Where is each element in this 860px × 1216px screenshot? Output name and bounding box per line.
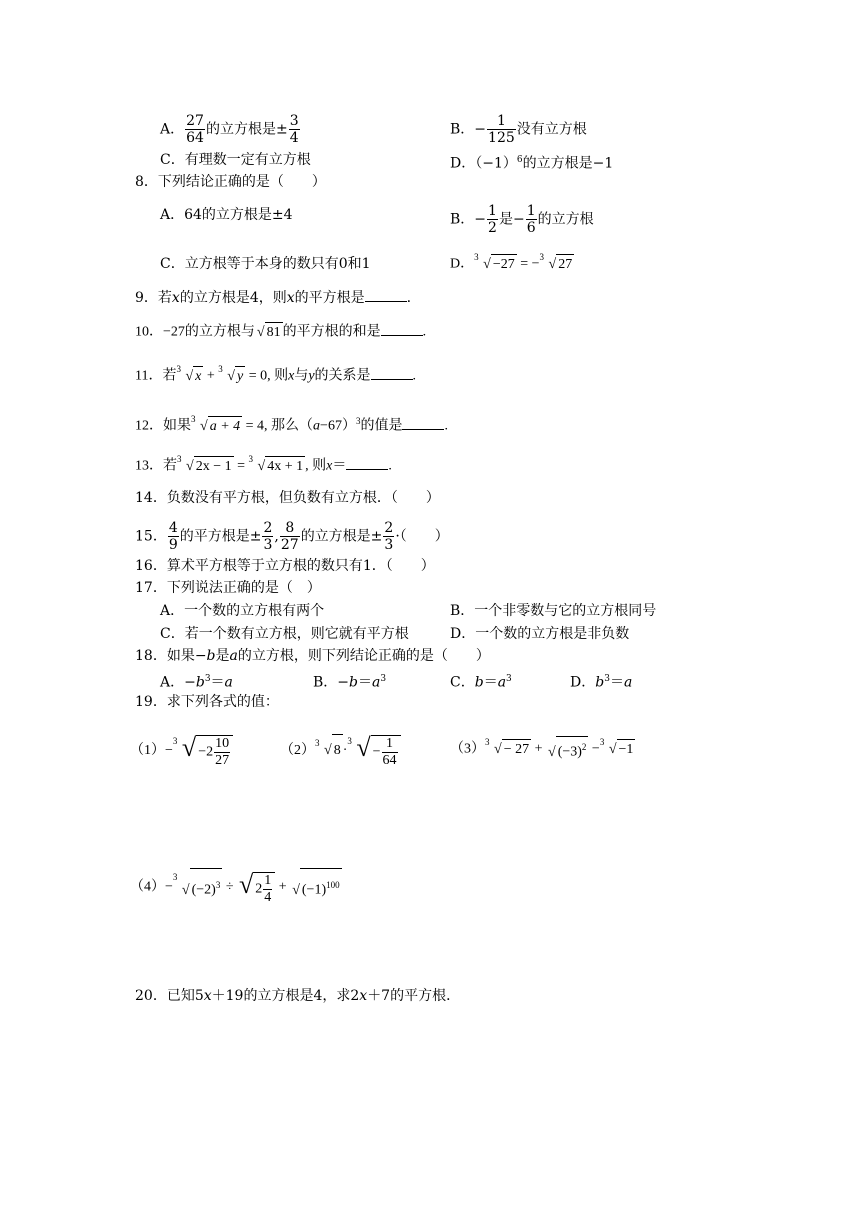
q17-option-c: C．若一个数有立方根，则它就有平方根 bbox=[160, 626, 409, 642]
q18-stem: 18．如果−b是a的立方根，则下列结论正确的是（ ） bbox=[135, 648, 490, 664]
q7-option-a: A． $\frac{27}{64}$ 的立方根是± $\frac{3}{4}$ bbox=[160, 113, 299, 146]
q8-option-b: B．− $\frac{1}{2}$ 是− $\frac{1}{6}$ 的立方根 bbox=[450, 203, 594, 236]
q8-option-a: A．64的立方根是±4 bbox=[160, 207, 293, 223]
q7-option-c: C．有理数一定有立方根 bbox=[160, 152, 311, 168]
q17-stem: 17．下列说法正确的是（ ） bbox=[135, 580, 321, 596]
q8-stem: 8．下列结论正确的是（ ） bbox=[135, 174, 326, 190]
q18-option-b: B．$-b=a^3$ bbox=[313, 674, 387, 691]
q16: 16．算术平方根等于立方根的数只有1．（ ） bbox=[135, 558, 435, 574]
q9: 9．若x的立方根是4，则x的平方根是 . bbox=[135, 290, 412, 306]
q19-part-1: （1）− 3 √ −2 $\frac{10}{27}$ bbox=[130, 732, 233, 769]
answer-blank[interactable] bbox=[365, 289, 407, 302]
q7-option-d: D．$(-1)^6$的立方根是−1 bbox=[450, 155, 614, 172]
q12: 12．如果 3 √ a + 4 = 4, 那么$(a-67)^3$的值是 . bbox=[135, 411, 448, 437]
answer-blank[interactable] bbox=[402, 417, 444, 430]
q19-stem: 19．求下列各式的值： bbox=[135, 694, 279, 710]
q17-option-d: D．一个数的立方根是非负数 bbox=[450, 626, 630, 642]
q19-part-2: （2） 3 √ 8 · 3 √ − $\frac{1}{64}$ bbox=[280, 732, 401, 769]
q17-option-b: B．一个非零数与它的立方根同号 bbox=[450, 603, 657, 619]
q8-option-d: D． 3 √ −27 = − 3 √ 27 bbox=[450, 254, 574, 275]
q15: 15． $\frac{4}{9}$ 的平方根是± $\frac{2}{3}$ , $\frac{8}{27}$ 的立方根是± $\frac{2}{3}$ ·（ ） bbox=[135, 520, 449, 553]
q19-part-4: （4）− 3 √ $(-2)^3$ ÷ √ 2 $\frac{1}{4}$ + √ $(-1)^{100}$ bbox=[130, 869, 340, 905]
answer-blank[interactable] bbox=[381, 323, 423, 336]
answer-blank[interactable] bbox=[371, 367, 413, 380]
q8-option-c: C．立方根等于本身的数只有0和1 bbox=[160, 256, 371, 272]
q17-option-a: A．一个数的立方根有两个 bbox=[160, 603, 325, 619]
answer-blank[interactable] bbox=[346, 457, 388, 470]
q20: 20．已知5x＋19的立方根是4，求2x＋7的平方根． bbox=[135, 988, 461, 1004]
q18-option-d: D．$b^3=a$ bbox=[570, 674, 633, 691]
q11: 11．若 3 √ x + 3 √ y = 0, 则x与y的关系是 . bbox=[135, 366, 416, 387]
q7-option-b: B．− $\frac{1}{125}$ 没有立方根 bbox=[450, 113, 587, 146]
q13: 13．若 3 √ 2x − 1 = 3 √ 4x + 1 , 则x＝ . bbox=[135, 456, 392, 477]
q18-option-c: C．$b=a^3$ bbox=[450, 674, 512, 691]
q19-part-3: （3） 3 √ − 27 + √ $(-3)^2$ − 3 √ −1 bbox=[450, 736, 635, 763]
q10: 10．−27的立方根与 √ 81 的平方根的和是 . bbox=[135, 322, 426, 343]
q14: 14．负数没有平方根，但负数有立方根．（ ） bbox=[135, 490, 440, 506]
q18-option-a: A．$-b^3=a$ bbox=[160, 674, 233, 691]
